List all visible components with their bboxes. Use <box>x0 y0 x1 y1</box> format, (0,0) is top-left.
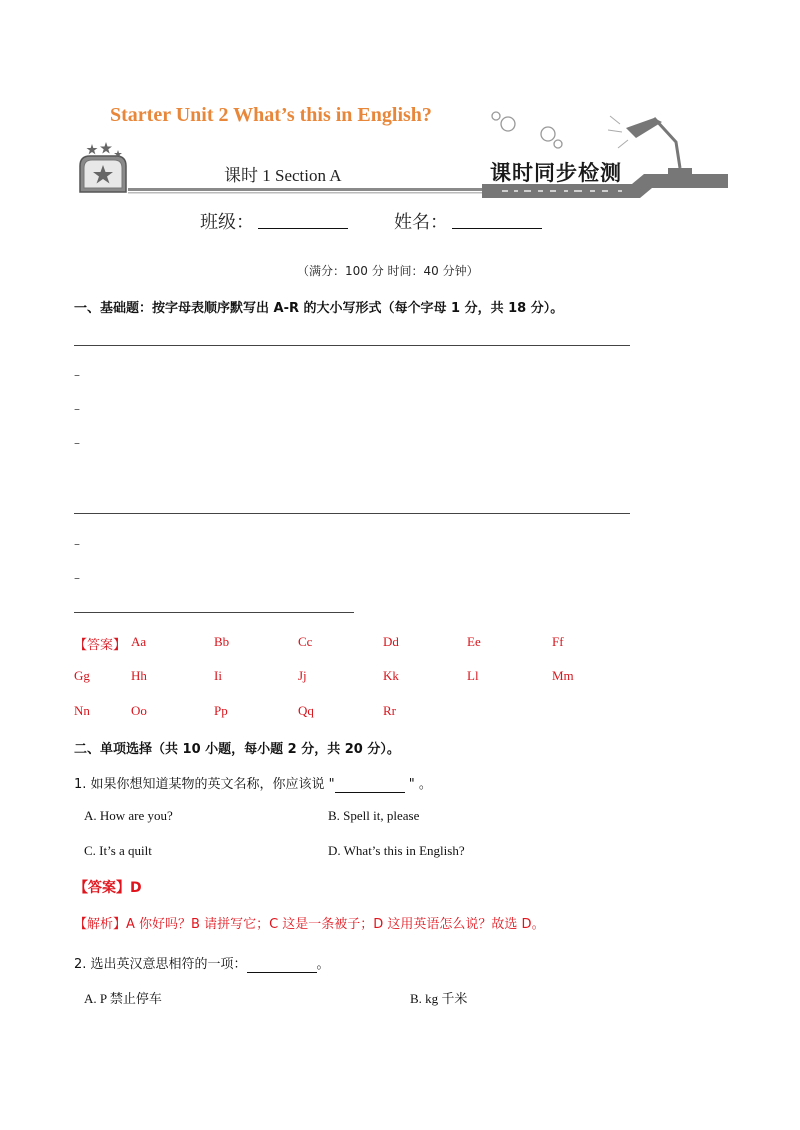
question-1-text: 1. 如果你想知道某物的英文名称，你应该说 " <box>74 777 335 792</box>
name-blank[interactable] <box>452 228 542 229</box>
letter-pair: Dd <box>383 634 399 649</box>
question-1-text-end: " 。 <box>404 777 432 792</box>
score-time-info: （满分：100 分 时间：40 分钟） <box>297 264 479 278</box>
section2-heading: 二、单项选择（共 10 小题，每小题 2 分，共 20 分）。 <box>74 742 400 757</box>
option-a[interactable]: A. How are you? <box>84 808 173 823</box>
letter-pair: Ll <box>467 668 479 683</box>
lesson-subtitle: 课时 1 Section A <box>224 166 342 185</box>
dash-mark: – <box>74 368 80 382</box>
document-title: Starter Unit 2 What’s this in English? <box>110 104 432 126</box>
letter-pair: Mm <box>552 668 574 683</box>
question-1-blank[interactable] <box>335 777 405 793</box>
question-2-text: 2. 选出英汉意思相符的一项： <box>74 957 247 972</box>
writing-line[interactable] <box>74 345 630 346</box>
letter-pair: Rr <box>383 703 396 718</box>
class-blank[interactable] <box>258 228 348 229</box>
class-label: 班级： <box>200 212 254 233</box>
letter-pair: Gg <box>74 668 90 683</box>
answer-label: 【答案】 <box>74 638 127 653</box>
letter-pair: Cc <box>298 634 313 649</box>
writing-line[interactable] <box>74 612 354 613</box>
sync-test-label: 课时同步检测 <box>490 160 622 185</box>
section1-heading: 一、基础题：按字母表顺序默写出 A-R 的大小写形式（每个字母 1 分，共 18 分）。 <box>74 301 564 316</box>
q2-option-b[interactable]: B. kg 千米 <box>410 991 468 1006</box>
letter-pair: Ee <box>467 634 481 649</box>
letter-pair: Aa <box>131 634 147 649</box>
question-2-text-end: 。 <box>316 957 330 972</box>
letter-pair: Jj <box>298 668 307 683</box>
letter-pair: Pp <box>214 703 228 718</box>
question-1-stem <box>74 773 432 793</box>
writing-line[interactable] <box>74 513 630 514</box>
question-2-stem <box>74 953 330 973</box>
dash-mark: – <box>74 402 80 416</box>
question-1-answer: 【答案】D <box>74 880 142 896</box>
letter-pair: Kk <box>383 668 399 683</box>
dash-mark: – <box>74 436 80 450</box>
dash-mark: – <box>74 571 80 585</box>
letter-pair: Nn <box>74 703 90 718</box>
question-1-explanation: 【解析】A 你好吗？B 请拼写它；C 这是一条被子；D 这用英语怎么说？故选 D。 <box>74 917 545 932</box>
name-label: 姓名： <box>394 212 448 233</box>
letter-pair: Hh <box>131 668 147 683</box>
star-badge-icon <box>80 142 126 192</box>
question-2-blank[interactable] <box>247 957 317 973</box>
letter-pair: Bb <box>214 634 230 649</box>
option-b[interactable]: B. Spell it, please <box>328 808 420 823</box>
letter-pair: Oo <box>131 703 147 718</box>
letter-pair: Ff <box>552 634 564 649</box>
letter-pair: Ii <box>214 668 222 683</box>
dash-mark: – <box>74 537 80 551</box>
letter-pair: Qq <box>298 703 314 718</box>
option-d[interactable]: D. What’s this in English? <box>328 843 465 858</box>
q2-option-a[interactable]: A. P 禁止停车 <box>84 991 162 1006</box>
option-c[interactable]: C. It’s a quilt <box>84 843 152 858</box>
